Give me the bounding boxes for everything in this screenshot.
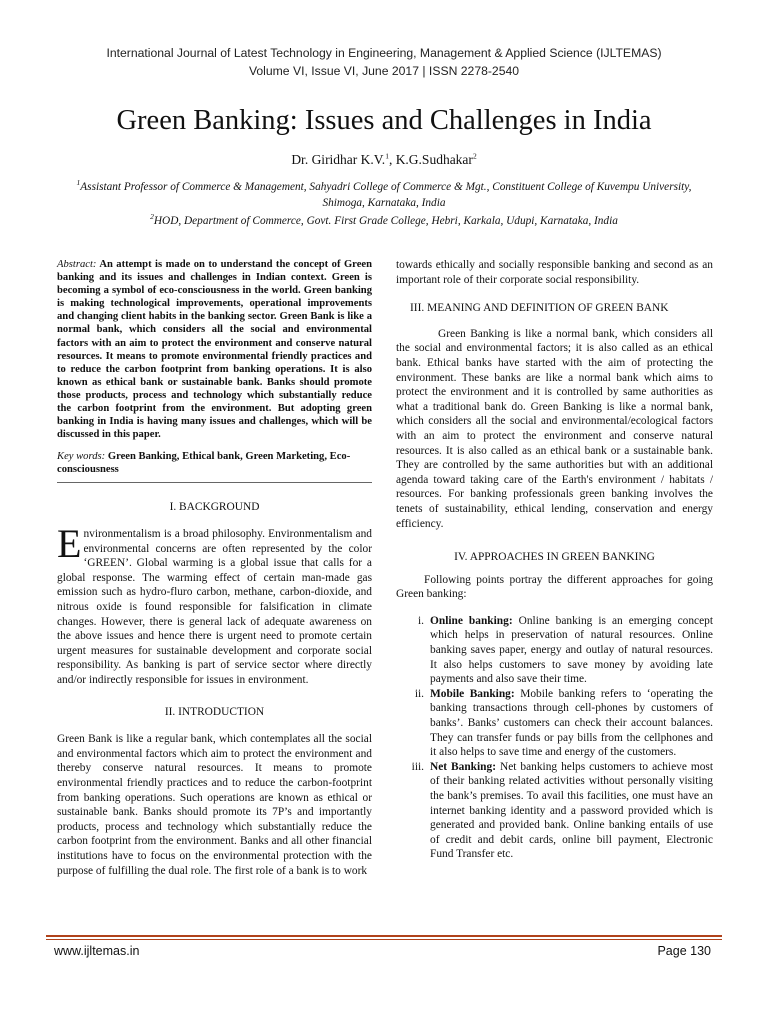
- journal-name: International Journal of Latest Technology in Engineering, Management & Applied Science (IJLTEMAS): [106, 46, 662, 60]
- journal-issue: Volume VI, Issue VI, June 2017 | ISSN 2278-2540: [248, 64, 520, 78]
- left-column: [57, 258, 372, 878]
- author-line: [0, 151, 768, 169]
- list-text: Online banking is an emerging concept which helps in preservation of natural resources. Online banking saves paper, energy and outlay of natural resources. It also helps customers to save money by avoiding late payments and also save their time.: [430, 614, 713, 686]
- list-item-net-banking: [396, 760, 713, 862]
- keywords: [57, 450, 372, 476]
- author-separator: ,: [388, 152, 396, 167]
- affiliation-2: [60, 213, 708, 229]
- introduction-continued: towards ethically and socially responsible banking and second as an important role of their corporate social responsibility.: [396, 259, 713, 286]
- list-number: i.: [417, 614, 424, 627]
- affiliation-2-text: HOD, Department of Commerce, Govt. First Grade College, Hebri, Karkala, Udupi, Karnataka, India: [153, 215, 618, 227]
- abstract-text: An attempt is made on to understand the concept of Green banking and its issues and challenges in Indian context. Green is becoming a symbol of eco-consciousness in the world. Green banking is making technological improvements, operational improvements and changing client habits in the banking sector. Green Bank is like a normal bank, which considers all the social and environmental factors with an aim to protect the environment and conserve natural resources. It means to promote environmental friendly practices and to reduce the carbon footprint from banking operations. It is also known as ethical bank or sustainable bank. Banks should promote those products, process and technology which substantially reduce the carbon footprint from the environment. But adopting green banking in India is having many issues and challenges, which will be discussed in this paper.: [57, 259, 372, 441]
- affiliation-1-text: Assistant Professor of Commerce & Management, Sahyadri College of Commerce & Mgt., Constituent College of Kuvempu University, Shimoga, Karnataka, India: [80, 181, 692, 209]
- author-2-sup: 2: [472, 151, 477, 161]
- list-item-online-banking: [396, 614, 713, 687]
- abstract: [57, 258, 372, 441]
- section-heading-background: I. BACKGROUND: [169, 500, 260, 513]
- paper-title: Green Banking: Issues and Challenges in India: [116, 105, 652, 136]
- affiliation-2-sup: 2: [150, 212, 154, 222]
- affiliation-1: [60, 179, 708, 211]
- section-heading-meaning: III. MEANING AND DEFINITION OF GREEN BANK: [410, 302, 669, 315]
- author-1-sup: 1: [385, 151, 389, 161]
- section-heading-introduction: II. INTRODUCTION: [164, 705, 265, 718]
- background-text: nvironmentalism is a broad philosophy. Environmentalism and environmental concerns are often represented by the color ‘GREEN’. Global warming is a global issue that calls for a global response. The warming effect of certain man-made gas emission such as hydro-fluro carbon, methane, carbon-dioxide, and nitrous oxide is found responsible for falsification in climate changes. However, there is general lack of adequate awareness on the above issues and hence there is urgent need to promote certain urgent measures for sustainable development and corporate social responsibility. As banking is part of service sector where directly and/or indirectly responsible for issues in environment.: [57, 528, 372, 687]
- author-2: K.G.Sudhakar: [395, 152, 473, 167]
- keywords-label: Key words:: [57, 451, 106, 463]
- keywords-text: Green Banking, Ethical bank, Green Marketing, Eco-consciousness: [57, 451, 351, 476]
- page-number: Page 130: [657, 944, 711, 958]
- list-term: Online banking:: [430, 614, 513, 627]
- list-item-mobile-banking: [396, 687, 713, 760]
- abstract-divider: [57, 482, 372, 483]
- meaning-text: Green Banking is like a normal bank, which considers all the social and environmental factors; it is also called as an ethical bank. Ethical banks have started with the aim of protecting the environment. These banks are like a normal bank which aims to protect the environment and it is controlled by same authorities as what a traditional bank do. Green Banking is like a normal bank, which considers all the social and environmental/ecological factors with an aim to protect the environment and conserve natural resources. It is also called as an ethical bank or a sustainable bank. They are controlled by the same authorities but with an additional agenda toward taking care of the Earth's environment / habitats / resources. For banking professionals green banking involves the tenets of sustainability, ethical lending, conservation and energy efficiency.: [396, 327, 713, 530]
- footer-url: www.ijltemas.in: [54, 944, 140, 958]
- right-column: [396, 258, 713, 862]
- author-1: Dr. Giridhar K.V.: [291, 152, 386, 167]
- section-heading-approaches: IV. APPROACHES IN GREEN BANKING: [454, 551, 655, 564]
- introduction-text: Green Bank is like a regular bank, which contemplates all the social and environmental factors which aim to protect the environment and thereby conserve natural resources. It means to promote environmental friendly practices and to reduce the carbon-footprint from banking operations. Such operations are known as ethical or sustainable bank. Banks should promote its 7P’s and importantly products, process and technology which substantially reduce the carbon footprint from the environment. Banks and all other financial institutions have to focus on the environmental protection with the purpose of fulfilling the dual role. The first role of a bank is to work: [57, 733, 372, 877]
- footer-rule: [46, 935, 722, 940]
- background-paragraph: [57, 521, 372, 688]
- list-term: Mobile Banking:: [430, 687, 515, 700]
- list-number: ii.: [414, 687, 424, 700]
- approaches-intro: Following points portray the different approaches for going Green banking:: [396, 573, 713, 601]
- abstract-label: Abstract:: [57, 259, 97, 270]
- list-term: Net Banking:: [430, 760, 497, 773]
- list-number: iii.: [411, 760, 424, 773]
- drop-cap: E: [57, 521, 82, 567]
- list-text: Mobile banking refers to ‘operating the banking transactions through cell-phones by customers of banks’. Banks’ customers can check their account balances. They can transfer funds or pay bills from the cellphones and it also helps to save time and energy of the customers.: [430, 687, 713, 759]
- affiliation-1-sup: 1: [76, 178, 81, 188]
- approaches-list: [396, 614, 713, 862]
- list-text: Net banking helps customers to achieve most of their banking related activities without personally visiting the bank’s premises. To avail this facilities, one must have an internet banking identity and a password provided which is generated and provided bank. Online banking entails of use of credit and debit cards, online bill payment, Electronic Fund Transfer etc.: [430, 760, 714, 861]
- journal-header: [0, 44, 768, 80]
